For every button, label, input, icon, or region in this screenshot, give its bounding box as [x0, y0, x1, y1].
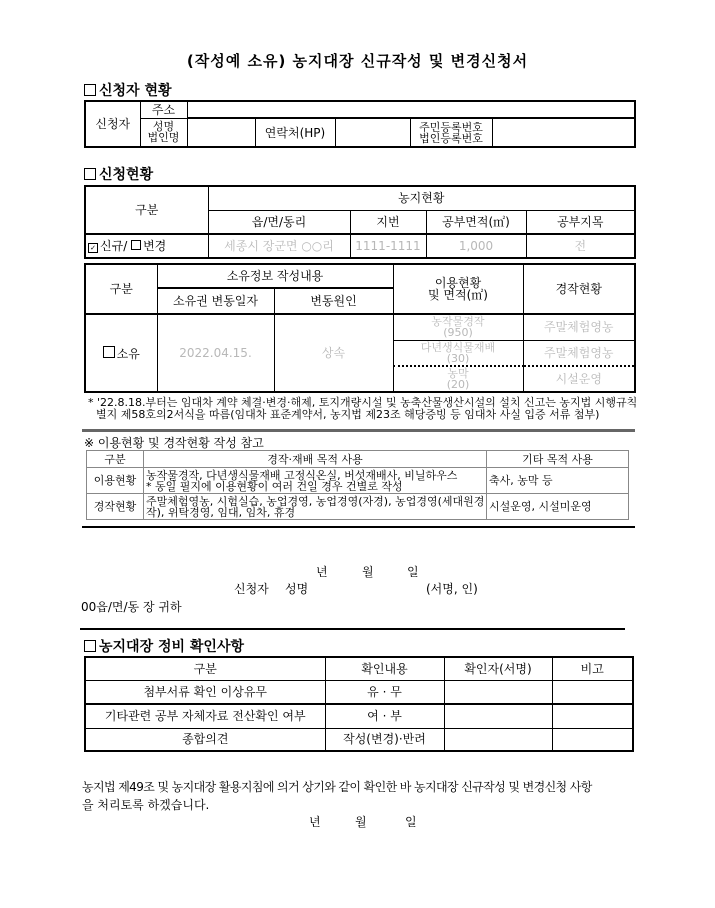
ref-row-label: 이용현황 [87, 468, 144, 494]
change-checkbox[interactable] [131, 240, 141, 250]
footer-year: 년 [309, 815, 321, 829]
change-date-value[interactable]: 2022.04.15. [157, 314, 274, 392]
separator: / [123, 238, 128, 253]
reference-table [86, 450, 629, 520]
confirm-row-remarks[interactable] [552, 728, 633, 751]
checkbox-icon [84, 84, 96, 96]
col-header-category: 공부지목 [526, 210, 635, 234]
footer-line-2: 을 처리토록 하겠습니다. [82, 798, 210, 812]
footer-line-1: 농지법 제49조 및 농지대장 활용지침에 의거 상기와 같이 확인한 바 농지대장 신규작성 및 변경신청 사항 [82, 780, 592, 794]
heading-text: 농지대장 정비 확인사항 [99, 639, 244, 655]
date-year: 년 [316, 565, 328, 579]
ref-header-farming: 경작·재배 목적 사용 [144, 451, 487, 468]
confirm-header-content: 확인내용 [325, 657, 444, 680]
confirm-header-remarks: 비고 [552, 657, 633, 680]
confirm-header-checker: 확인자(서명) [444, 657, 552, 680]
change-label: 변경 [143, 238, 167, 253]
address-field[interactable] [187, 101, 635, 118]
ref-row-other: 시설운영, 시설미운영 [487, 494, 629, 520]
category-value[interactable]: 전 [526, 234, 635, 258]
date-month: 월 [362, 565, 374, 579]
note-line-1: * '22.8.18.부터는 임대차 계약 체결·변경·해제, 토지개량시설 및 농축산물생산시설의 설치 신고는 농지법 시행규칙 [88, 396, 638, 409]
own-selector [85, 314, 157, 392]
usage-row-2[interactable]: 다년생식물재배 (30) [393, 340, 523, 366]
contact-field[interactable] [335, 118, 410, 147]
ref-row-farming: 농작물경작, 다년생식물재배 고정식온실, 버섯재배사, 비닐하우스 * 동일 필지에 이용현황이 여러 건일 경우 건별로 작성 [144, 468, 487, 494]
date-day: 일 [407, 565, 419, 579]
page-title: (작성예 소유) 농지대장 신규작성 및 변경신청서 [186, 52, 529, 70]
confirm-row-remarks[interactable] [552, 680, 633, 704]
farmland-header: 농지현황 [208, 186, 635, 210]
gubun-header: 구분 [85, 264, 157, 314]
confirm-section-heading [84, 636, 244, 656]
footer-statement [82, 778, 642, 814]
confirm-row-label: 기타관련 공부 자체자료 전산확인 여부 [85, 704, 325, 728]
heading-text: 신청현황 [99, 167, 154, 183]
checkbox-icon [84, 640, 96, 652]
ownership-note [88, 397, 638, 421]
confirm-row-remarks[interactable] [552, 704, 633, 728]
change-date-header: 소유권 변동일자 [157, 288, 274, 314]
applicant-label: 신청자 [85, 101, 140, 147]
ownership-header: 소유정보 작성내용 [157, 264, 393, 288]
col-header-area: 공부면적(㎡) [426, 210, 526, 234]
change-reason-value[interactable]: 상속 [274, 314, 393, 392]
address-label: 주소 [140, 101, 187, 118]
own-checkbox[interactable] [103, 346, 115, 358]
cultivation-header: 경작현황 [523, 264, 635, 314]
applicant-table [84, 100, 636, 148]
applicant-label: 신청자 [234, 582, 269, 596]
confirm-row-value[interactable]: 유 · 무 [325, 680, 444, 704]
col-header-lot: 지번 [350, 210, 426, 234]
confirm-row-checker[interactable] [444, 680, 552, 704]
divider [82, 429, 635, 432]
confirm-row-label: 종합의견 [85, 728, 325, 751]
contact-label: 연락처(HP) [255, 118, 335, 147]
ref-row-farming: 주말체험영농, 시험실습, 농업경영, 농업경영(자경), 농업경영(세대원경 작), 위탁경영, 임대, 임차, 휴경 [144, 494, 487, 520]
confirm-row-checker[interactable] [444, 704, 552, 728]
confirm-header-gubun: 구분 [85, 657, 325, 680]
confirm-row-value[interactable]: 작성(변경)·반려 [325, 728, 444, 751]
usage-header: 이용현황 및 면적(㎡) [393, 264, 523, 314]
id-number-field[interactable] [492, 118, 635, 147]
ref-row-other: 축사, 농막 등 [487, 468, 629, 494]
confirm-row-value[interactable]: 여 · 부 [325, 704, 444, 728]
new-checkbox[interactable]: ✓ [88, 243, 98, 253]
usage-row-1[interactable]: 농작물경작 (950) [393, 314, 523, 340]
divider [80, 628, 625, 630]
ownership-table [84, 263, 636, 393]
gubun-header: 구분 [85, 186, 208, 234]
checkbox-icon [84, 168, 96, 180]
confirm-table [84, 656, 634, 752]
confirm-row-label: 첨부서류 확인 이상유무 [85, 680, 325, 704]
divider [82, 526, 635, 528]
col-header-location: 읍/면/동리 [208, 210, 350, 234]
sign-label: (서명, 인) [426, 582, 478, 596]
own-label: 소유 [116, 347, 140, 361]
cultivation-row-3[interactable]: 시설운영 [523, 366, 635, 392]
id-number-label: 주민등록번호 법인등록번호 [410, 118, 492, 147]
location-value[interactable]: 세종시 장군면 ○○리 [208, 234, 350, 258]
cultivation-row-2[interactable]: 주말체험영농 [523, 340, 635, 366]
applicant-section-heading [84, 80, 172, 100]
ref-row-label: 경작현황 [87, 494, 144, 520]
new-label: 신규 [100, 238, 124, 253]
farmland-table [84, 185, 636, 259]
confirm-row-checker[interactable] [444, 728, 552, 751]
footer-month: 월 [355, 815, 367, 829]
reference-heading: ※ 이용현황 및 경작현황 작성 참고 [84, 436, 264, 450]
type-selector [85, 234, 208, 258]
name-label: 성명 법인명 [140, 118, 187, 147]
application-section-heading [84, 164, 153, 184]
ref-header-other: 기타 목적 사용 [487, 451, 629, 468]
cultivation-row-1[interactable]: 주말체험영농 [523, 314, 635, 340]
heading-text: 신청자 현황 [99, 83, 172, 99]
note-line-2: 별지 제58호의2서식을 따름(임대차 표준계약서, 농지법 제23조 해당증빙 등 임대차 사실 입증 서류 첨부) [96, 408, 600, 421]
lot-value[interactable]: 1111-1111 [350, 234, 426, 258]
change-reason-header: 변동원인 [274, 288, 393, 314]
name-field[interactable] [187, 118, 255, 147]
area-value[interactable]: 1,000 [426, 234, 526, 258]
ref-header-gubun: 구분 [87, 451, 144, 468]
usage-row-3[interactable]: 농막 (20) [393, 366, 523, 392]
name-label: 성명 [285, 582, 309, 596]
footer-day: 일 [405, 815, 417, 829]
recipient: 00읍/면/동 장 귀하 [81, 600, 182, 614]
